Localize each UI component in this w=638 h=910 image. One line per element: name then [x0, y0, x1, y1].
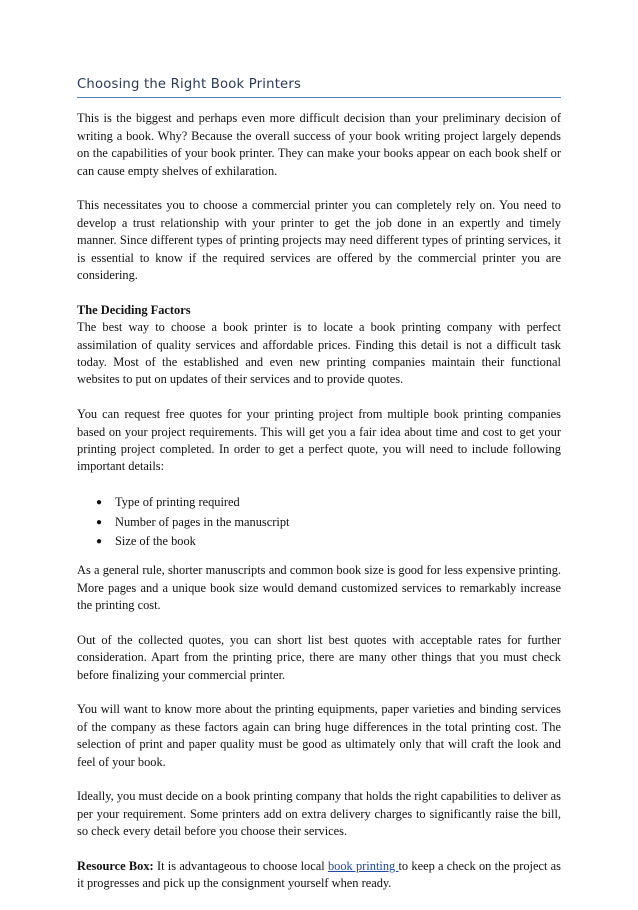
document-page: [77, 76, 561, 910]
quotes-paragraph: You can request free quotes for your printing project from multiple book printing companies based on your project requirements. This will get you a fair idea about time and cost to get your printing project completed. In order to get a perfect quote, you will need to include following important details:: [77, 407, 561, 474]
resource-box-label: Resource Box:: [77, 859, 154, 874]
list-item: [96, 513, 561, 532]
resource-box-text: It is advantageous to choose local: [153, 859, 328, 874]
list-item-text: Number of pages in the manuscript: [115, 514, 290, 529]
choose-printer-paragraph: The best way to choose a book printer is to locate a book printing company with perfect assimilation of quality services and affordable prices. Finding this detail is not a difficult task today. Most of the established and even new printing companies maintain their functional websites to put on updates of their services and to provide quotes.: [77, 320, 561, 387]
bullet-icon: ●: [96, 516, 103, 528]
decision-paragraph: Ideally, you must decide on a book printing company that holds the right capabilities to deliver as per your requirement. Some printers add on extra delivery charges to significantly raise the bill, so check every detail before you choose their services.: [77, 789, 561, 839]
general-rule-paragraph: As a general rule, shorter manuscripts and common book size is good for less expensive printing. More pages and a unique book size would demand customized services to remarkably increase the printing cost.: [77, 563, 561, 612]
list-item: [96, 493, 561, 512]
bullet-icon: ●: [96, 535, 103, 547]
section-heading: The Deciding Factors: [77, 302, 191, 317]
book-printing-link[interactable]: book printing: [327, 859, 399, 874]
list-item: [96, 532, 561, 551]
equipment-paragraph: You will want to know more about the printing equipments, paper varieties and binding services of the company as these factors again can bring huge differences in the total printing cost. The selection of print and paper quality must be good as ultimately only that will craft the look and feel of your book.: [77, 702, 561, 769]
document-title: Choosing the Right Book Printers: [77, 76, 561, 98]
resource-box-text-end: to keep a check on the project as it progresses and pick up the consignment yourself when ready.: [77, 859, 561, 891]
resource-box: [77, 858, 561, 893]
details-bullet-list: [77, 493, 561, 551]
bullet-icon: ●: [96, 497, 103, 509]
intro-paragraph: This is the biggest and perhaps even more difficult decision than your preliminary decision of writing a book. Why? Because the overall success of your book writing project largely depends on the capabilities of your book printer. They can make your books appear on each book shelf or can cause empty shelves of exhilaration.: [77, 111, 561, 178]
list-item-text: Size of the book: [115, 533, 196, 548]
shortlist-paragraph: Out of the collected quotes, you can short list best quotes with acceptable rates for further consideration. Apart from the printing price, there are many other things that you must check before finalizing your commercial printer.: [77, 632, 561, 682]
trust-paragraph: This necessitates you to choose a commercial printer you can completely rely on. You need to develop a trust relationship with your printer to get the job done in an expertly and timely manner. Since different types of printing projects may need different types of printing services, it is essential to know if the required services are offered by the commercial printer you are considering.: [77, 198, 561, 283]
deciding-factors-section: [77, 302, 561, 389]
list-item-text: Type of printing required: [115, 495, 240, 510]
